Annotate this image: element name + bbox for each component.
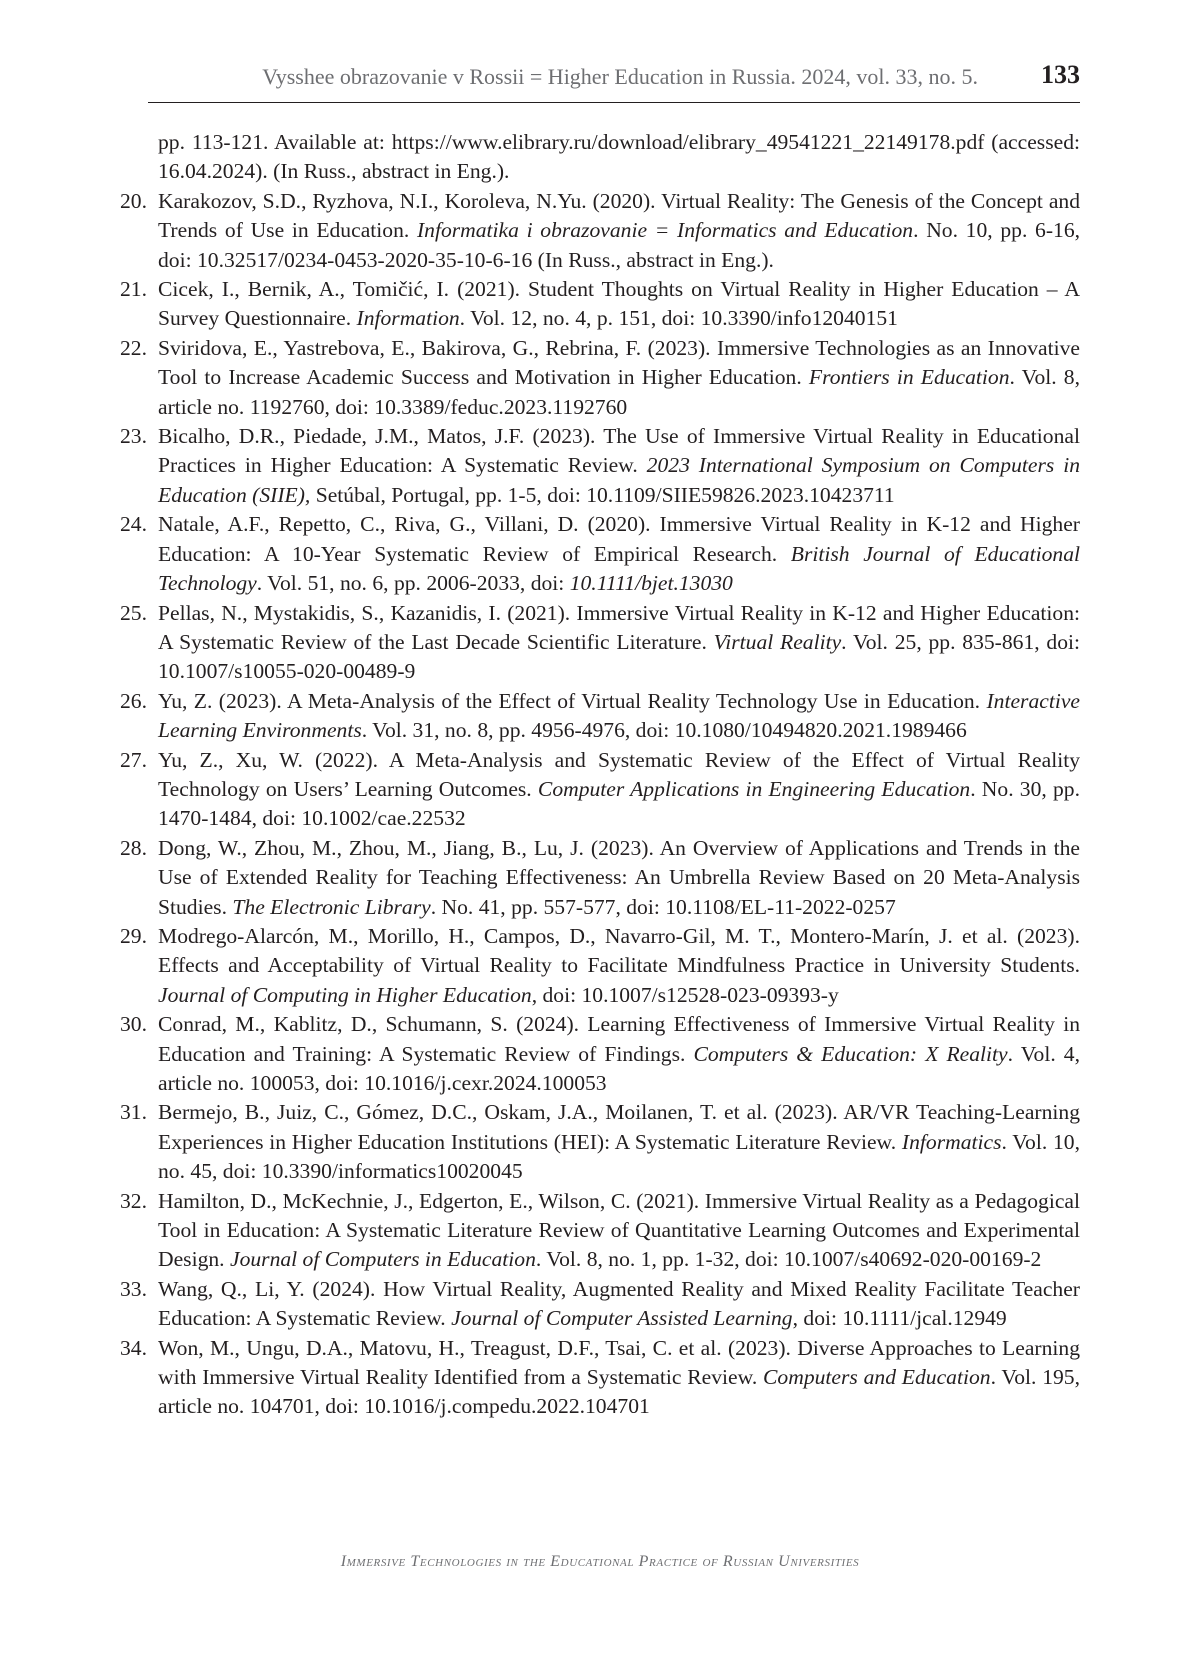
reference-source: Informatics xyxy=(901,1129,1002,1154)
reference-text: Won, M., Ungu, D.A., Matovu, H., Treagust, D.F., Tsai, C. et al. (2023). Diverse Approaches to Learning with Immersive Virtual Reality Identified from a Systematic Review. xyxy=(158,1335,1080,1390)
reference-item xyxy=(120,687,1080,746)
reference-item xyxy=(120,422,1080,510)
reference-details: , doi: 10.1111/jcal.12949 xyxy=(792,1306,1007,1331)
reference-source: 2023 International Symposium on Computers in Education (SIIE), xyxy=(158,453,1080,507)
running-header xyxy=(148,60,1080,103)
reference-item xyxy=(120,746,1080,834)
reference-details: . No. 10, pp. 6-16, doi: 10.32517/0234-0453-2020-35-10-6-16 (In Russ., abstract in Eng.). xyxy=(158,218,1081,272)
reference-text: Karakozov, S.D., Ryzhova, N.I., Koroleva, N.Yu. (2020). Virtual Reality: The Genesis of the Concept and Trends of Use in Education. xyxy=(158,188,1080,243)
reference-item xyxy=(120,334,1080,422)
reference-source: Journal of Computers in Education xyxy=(229,1247,536,1272)
reference-text: Cicek, I., Bernik, A., Tomičić, I. (2021). Student Thoughts on Virtual Reality in Higher Education – A Survey Questionnaire. xyxy=(158,277,1080,331)
reference-item xyxy=(120,275,1080,334)
reference-text: Sviridova, E., Yastrebova, E., Bakirova, G., Rebrina, F. (2023). Immersive Technologies as an Innovative Tool to Increase Academic Success and Motivation in Higher Education. xyxy=(158,335,1080,390)
reference-number: 26. xyxy=(120,688,147,713)
reference-details: . Vol. 51, no. 6, pp. 2006-2033, doi: xyxy=(256,571,570,596)
reference-text: Yu, Z. (2023). A Meta-Analysis of the Effect of Virtual Reality Technology Use in Education. xyxy=(158,688,987,713)
reference-doi: 10.1111/bjet.13030 xyxy=(569,571,733,596)
reference-text: Conrad, M., Kablitz, D., Schumann, S. (2024). Learning Effectiveness of Immersive Virtual Reality in Education and Training: A Systematic Review of Findings. xyxy=(158,1012,1080,1066)
reference-number: 33. xyxy=(120,1276,147,1301)
reference-text: Bicalho, D.R., Piedade, J.M., Matos, J.F. (2023). The Use of Immersive Virtual Reality in Educational Practices in Higher Education: A Systematic Review. xyxy=(158,424,1080,478)
reference-list xyxy=(120,128,1080,1422)
reference-source: Computers & Education: X Reality xyxy=(693,1041,1008,1066)
reference-number: 30. xyxy=(120,1012,147,1037)
reference-source: Computers and Education xyxy=(763,1365,991,1390)
reference-number: 24. xyxy=(120,512,147,537)
reference-number: 23. xyxy=(120,424,147,449)
reference-source: Informatika i obrazovanie = Informatics and Education xyxy=(416,218,914,243)
reference-item xyxy=(120,922,1080,1010)
reference-source: Journal of Computing in Higher Education xyxy=(158,982,532,1007)
reference-number: 22. xyxy=(120,335,147,360)
reference-item xyxy=(120,599,1080,687)
reference-source: Information xyxy=(356,306,460,331)
reference-item xyxy=(120,834,1080,922)
reference-item xyxy=(120,1010,1080,1098)
reference-text: Modrego-Alarcón, M., Morillo, H., Campos, D., Navarro-Gil, M. T., Montero-Marín, J. et al. (2023). Effects and Acceptability of Virtual Reality to Facilitate Mindfulness Practice in University Students. xyxy=(158,923,1080,978)
reference-details: . Vol. 8, no. 1, pp. 1-32, doi: 10.1007/s40692-020-00169-2 xyxy=(535,1247,1042,1272)
reference-text: Dong, W., Zhou, M., Zhou, M., Jiang, B., Lu, J. (2023). An Overview of Applications and Trends in the Use of Extended Reality for Teaching Effectiveness: An Umbrella Review Based on 20 Meta-Analysis Studies. xyxy=(158,835,1080,919)
reference-details: . Vol. 195, article no. 104701, doi: 10.1016/j.compedu.2022.104701 xyxy=(158,1365,1080,1419)
reference-text: Wang, Q., Li, Y. (2024). How Virtual Reality, Augmented Reality and Mixed Reality Facilitate Teacher Education: A Systematic Review. xyxy=(158,1276,1080,1331)
reference-source: Computer Applications in Engineering Education xyxy=(537,776,971,801)
reference-details: . Vol. 8, article no. 1192760, doi: 10.3389/feduc.2023.1192760 xyxy=(158,365,1080,419)
reference-details: . Vol. 10, no. 45, doi: 10.3390/informatics10020045 xyxy=(158,1129,1080,1184)
reference-number: 32. xyxy=(120,1188,147,1213)
reference-number: 34. xyxy=(120,1335,147,1360)
reference-continuation: pp. 113-121. Available at: https://www.elibrary.ru/download/elibrary_49541221_22149178.pdf (accessed: 16.04.2024). (In Russ., abstract in Eng.). xyxy=(158,130,1080,184)
reference-item xyxy=(120,1187,1080,1275)
reference-items xyxy=(120,187,1080,1422)
page-number: 133 xyxy=(1041,60,1080,89)
reference-source: The Electronic Library xyxy=(232,894,431,919)
reference-number: 28. xyxy=(120,835,147,860)
reference-text: Bermejo, B., Juiz, C., Gómez, D.C., Oskam, J.A., Moilanen, T. et al. (2023). AR/VR Teaching-Learning Experiences in Higher Education Institutions (HEI): A Systematic Literature Review. xyxy=(158,1100,1080,1154)
reference-number: 31. xyxy=(120,1100,147,1125)
reference-text: Yu, Z., Xu, W. (2022). A Meta-Analysis and Systematic Review of the Effect of Virtual Reality Technology on Users’ Learning Outcomes. xyxy=(158,747,1080,801)
running-footer: Immersive Technologies in the Educational Practice of Russian Universities xyxy=(340,1553,860,1570)
reference-source: Journal of Computer Assisted Learning xyxy=(451,1306,793,1331)
reference-item xyxy=(120,1334,1080,1422)
reference-source: Virtual Reality xyxy=(713,629,842,654)
reference-details: . No. 41, pp. 557-577, doi: 10.1108/EL-11-2022-0257 xyxy=(430,894,896,919)
reference-details: . Vol. 4, article no. 100053, doi: 10.1016/j.cexr.2024.100053 xyxy=(158,1041,1080,1095)
reference-item xyxy=(120,1275,1080,1334)
reference-item xyxy=(120,1098,1080,1186)
reference-source: Interactive Learning Environments xyxy=(158,688,1080,743)
reference-number: 20. xyxy=(120,188,147,213)
reference-text: Pellas, N., Mystakidis, S., Kazanidis, I. (2021). Immersive Virtual Reality in K-12 and Higher Education: A Systematic Review of the Last Decade Scientific Literature. xyxy=(158,600,1080,654)
journal-title: Vysshee obrazovanie v Rossii = Higher Education in Russia. 2024, vol. 33, no. 5. xyxy=(262,64,978,89)
reference-number: 29. xyxy=(120,923,147,948)
reference-details: . Vol. 31, no. 8, pp. 4956-4976, doi: 10.1080/10494820.2021.1989466 xyxy=(361,718,967,743)
reference-details: . Vol. 12, no. 4, p. 151, doi: 10.3390/info12040151 xyxy=(459,306,898,331)
reference-text: Hamilton, D., McKechnie, J., Edgerton, E., Wilson, C. (2021). Immersive Virtual Reality as a Pedagogical Tool in Education: A Systematic Literature Review of Quantitative Learning Outcomes and Experimental Design. xyxy=(158,1188,1080,1272)
reference-details: . No. 30, pp. 1470-1484, doi: 10.1002/cae.22532 xyxy=(158,776,1080,831)
reference-source: Frontiers in Education xyxy=(808,365,1010,390)
reference-text: Natale, A.F., Repetto, C., Riva, G., Villani, D. (2020). Immersive Virtual Reality in K-12 and Higher Education: A 10-Year Systematic Review of Empirical Research. xyxy=(158,512,1080,566)
reference-number: 21. xyxy=(120,277,147,302)
reference-number: 25. xyxy=(120,600,147,625)
reference-number: 27. xyxy=(120,747,147,772)
reference-item xyxy=(120,187,1080,275)
reference-details: Setúbal, Portugal, pp. 1-5, doi: 10.1109/SIIE59826.2023.10423711 xyxy=(310,482,895,507)
reference-item xyxy=(120,510,1080,598)
reference-source: British Journal of Educational Technology xyxy=(158,541,1080,596)
reference-details: , doi: 10.1007/s12528-023-09393-y xyxy=(531,982,839,1007)
reference-details: . Vol. 25, pp. 835-861, doi: 10.1007/s10055-020-00489-9 xyxy=(158,629,1081,684)
